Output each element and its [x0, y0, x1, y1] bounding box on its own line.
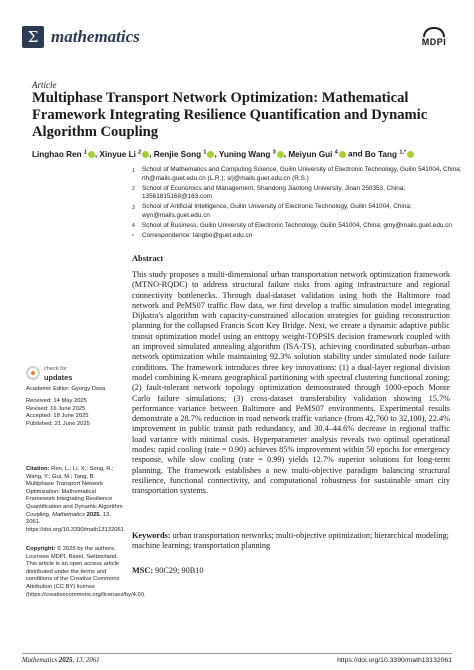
- publication-dates: [26, 398, 124, 428]
- journal-name[interactable]: mathematics: [51, 27, 140, 46]
- keywords-label: Keywords:: [132, 531, 171, 540]
- paper-title: Multiphase Transport Network Optimization: Mathematical Framework Integrating Resilience Quantification and Dynamic Algorithm Coupling: [32, 90, 428, 140]
- accepted-date: Accepted: 18 June 2025: [26, 413, 89, 420]
- affiliations: [132, 166, 462, 243]
- msc-text: 90C29; 90B10: [155, 566, 204, 575]
- footer-citation: Mathematics 2025, 13, 2061: [22, 657, 100, 664]
- author-3[interactable]: Renjie Song $^1$: [154, 150, 215, 159]
- author-1[interactable]: Linghao Ren $^1$: [32, 150, 95, 159]
- updates-icon: [26, 366, 40, 380]
- orcid-icon[interactable]: [407, 151, 414, 158]
- mdpi-text: MDPI: [421, 37, 447, 47]
- mdpi-mark-icon: [423, 27, 445, 37]
- copyright-notice: Copyright: © 2025 by the authors. Licensee MDPI, Basel, Switzerland. This article is an open access article distributed under the terms and conditions of the Creative Commons Attribution (CC BY) license (https://creativecommons.org/licenses/by/4.0/).: [26, 546, 146, 598]
- academic-editor: Academic Editor: Gyorgy Dosa: [26, 386, 106, 392]
- author-list: Linghao Ren $^1$ , Xinyue Li $^2$ , Renjie Song $^1$ , Yuning Wang $^3$ , Meiyun Gui $^4$ and Bo Tang $^{1,*}$: [32, 147, 462, 160]
- correspondence: * Correspondence: tangbo@guet.edu.cn: [132, 232, 253, 240]
- logo-glyph: Σ: [27, 27, 39, 46]
- published-date: Published: 21 June 2025: [26, 420, 90, 427]
- footer-divider: [22, 653, 452, 654]
- orcid-icon[interactable]: [277, 151, 284, 158]
- check-for-updates-button[interactable]: check for updates: [26, 364, 86, 384]
- orcid-icon[interactable]: [88, 151, 95, 158]
- affiliation-item: 4 School of Business, Guilin University of Electronic Technology, Guilin 541004, China; gmy@mails.guet.edu.cn: [132, 221, 452, 230]
- citation: Citation: Ren, L.; Li, X.; Song, R.; Wang, Y.; Gui, M.; Tang, B. Multiphase Transport Network Optimization: Mathematical Framework Integrating Resilience Quantification and Dynamic Algorithm Coupling. Mathematics 2025, 13, 2061. https://doi.org/10.3390/math13132061: [26, 466, 124, 533]
- abstract-heading: Abstract: [132, 254, 164, 263]
- author-2[interactable]: Xinyue Li $^2$: [99, 150, 149, 159]
- affiliation-item: 3 School of Artificial Intelligence, Guilin University of Electronic Technology, Guilin 541004, China; wyn@mails.guet.edu.cn: [132, 203, 412, 219]
- received-date: Received: 14 May 2025: [26, 398, 87, 404]
- abstract-text: This study proposes a multi-dimensional urban transportation network optimization framework (MTNO-RQDC) to address structural failure risks from aging infrastructure and regional connectivity bottlenecks. Through dual-dataset validation using both the Baltimore road network and PeMS07 traffic flow data, we first develop a traffic simulation model integrating Dijkstra's algorithm with capacity-constrained allocation strategies for guiding reconstruction planning for the collapsed Francis Scott Key Bridge. Next, we create a dynamic adaptive public transit optimization model using an entropy weight-TOPSIS decision framework coupled with an improved simulated annealing algorithm (ISA-TS), achieving coordinated suburban–urban network optimization while maintaining 92.3% solution stability under simulated node failure conditions. The framework introduces three key innovations: (1) a dual-layer regional division model combining K-means geographical partitioning with spectral clustering functional zoning; (2) fault-tolerant network topology optimization demonstrated through 1000-epoch Monte Carlo failure simulations; (3) cross-dataset transferability validation showing 15.7% performance variance between Baltimore and PeMS07 environments. Experimental results demonstrate a 28.7% reduction in road network traffic variance (from 42,760 to 32,100), 22.4% improvement in public transit path redundancy, and 30.4–44.6% decrease in regional traffic load variance with minimal costs. Hyperparameter analysis reveals two optimal operational modes: rapid cooling (rate = 0.90) achieves 85% improvement within 50 epochs for emergency response, while slow cooling (rate = 0.99) yields 12.7% superior solutions for long-term planning. The framework establishes a new multi-objective paradigm balancing structural resilience, functional connectivity, and computational robustness for sustainable smart city transportation systems.: [132, 270, 450, 496]
- affiliation-item: 1 School of Mathematics and Computing Science, Guilin University of Electronic Technology, Guilin 541004, China; rlh@mails.guet.edu.cn (L.R.); srj@mails.guet.edu.cn (R.S.): [132, 166, 462, 182]
- mdpi-logo-icon[interactable]: [416, 27, 452, 49]
- author-5[interactable]: Meiyun Gui $^4$: [288, 150, 345, 159]
- affiliation-item: 2 School of Economics and Management, Shandong Jiaotong University, Jinan 250353, China; 13561815168@163.com: [132, 184, 406, 201]
- keywords-text: urban transportation networks; multi-objective optimization; hierarchical modeling; machine learning; transportation planning: [132, 531, 449, 551]
- msc-codes: [132, 566, 450, 576]
- journal-logo-icon[interactable]: [22, 26, 44, 48]
- article-type: Article: [32, 80, 57, 90]
- revised-date: Revised: 16 June 2025: [26, 405, 86, 412]
- keywords: [132, 531, 450, 552]
- citation-doi-link[interactable]: , 13, 2061. https://doi.org/10.3390/math13132061: [26, 511, 124, 533]
- msc-label: MSC:: [132, 566, 154, 575]
- author-4[interactable]: Yuning Wang $^3$: [219, 150, 284, 159]
- journal-header: [22, 26, 452, 50]
- orcid-icon[interactable]: [339, 151, 346, 158]
- author-6[interactable]: Bo Tang $^{1,*}$: [365, 150, 414, 159]
- footer-doi-link[interactable]: https://doi.org/10.3390/math13132061: [337, 657, 452, 664]
